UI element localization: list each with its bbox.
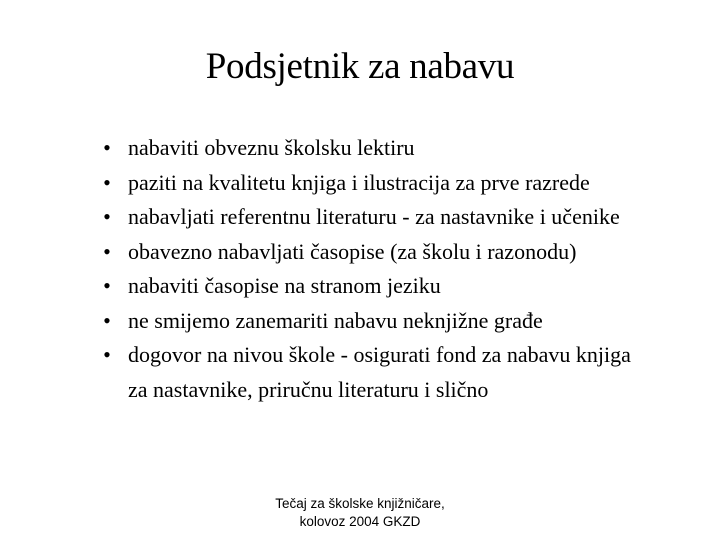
bullet-text: nabavljati referentnu literaturu - za nastavnike i učenike	[128, 204, 620, 229]
list-item	[0, 269, 708, 304]
bullet-list	[0, 131, 720, 407]
list-item	[0, 235, 708, 270]
list-item	[0, 338, 708, 407]
list-item	[0, 166, 708, 201]
bullet-text: nabaviti časopise na stranom jeziku	[128, 273, 441, 298]
footer-line-1: Tečaj za školske knjižničare,	[275, 496, 445, 511]
bullet-icon: •	[103, 238, 111, 264]
footer	[0, 495, 720, 531]
bullet-text: ne smijemo zanemariti nabavu neknjižne građe	[128, 307, 543, 333]
bullet-text: dogovor na nivou škole - osigurati fond za nabavu knjiga	[128, 342, 631, 367]
slide-title: Podsjetnik za nabavu	[205, 46, 515, 87]
bullet-icon: •	[103, 342, 111, 367]
bullet-icon: •	[103, 169, 111, 195]
bullet-icon: •	[103, 307, 111, 333]
bullet-text: paziti na kvalitetu knjiga i ilustracija za prve razrede	[128, 169, 590, 195]
bullet-icon: •	[103, 135, 111, 160]
footer-line-2: kolovoz 2004 GKZD	[299, 514, 421, 529]
bullet-text: nabaviti obveznu školsku lektiru	[128, 135, 415, 160]
list-item	[0, 304, 708, 339]
bullet-text-continuation: za nastavnike, priručnu literaturu i slično	[128, 376, 489, 402]
bullet-text: obavezno nabavljati časopise (za školu i razonodu)	[128, 238, 577, 264]
list-item	[0, 131, 708, 166]
bullet-icon: •	[103, 204, 111, 229]
list-item	[0, 200, 708, 235]
bullet-icon: •	[103, 273, 111, 298]
